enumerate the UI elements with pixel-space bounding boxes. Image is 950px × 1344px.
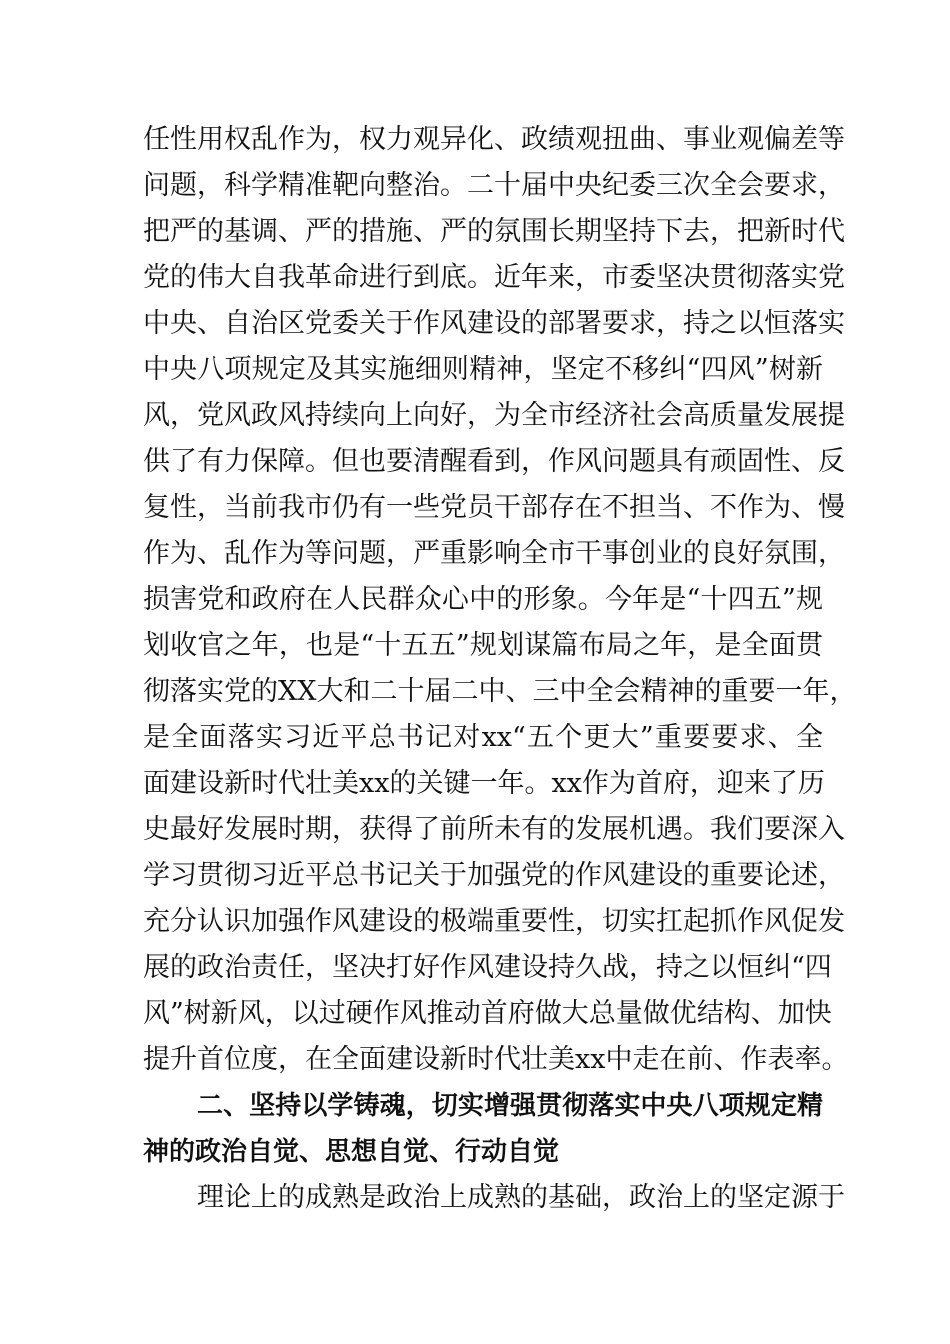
paragraph-line: 中央、自治区党委关于作风建设的部署要求，持之以恒落实 [143,308,845,339]
paragraph-line: 中央八项规定及其实施细则精神，坚定不移纠“四风”树新 [143,354,823,385]
section-heading-line: 二、坚持以学铸魂，切实增强贯彻落实中央八项规定精 [197,1091,823,1121]
paragraph-line: 史最好发展时期，获得了前所未有的发展机遇。我们要深入 [143,814,845,845]
paragraph-line: 面建设新时代壮美xx的关键一年。xx作为首府，迎来了历 [143,768,825,799]
paragraph-line: 供了有力保障。但也要清醒看到，作风问题具有顽固性、反 [143,446,845,477]
paragraph-line: 充分认识加强作风建设的极端重要性，切实扛起抓作风促发 [143,906,845,937]
paragraph-line: 党的伟大自我革命进行到底。近年来，市委坚决贯彻落实党 [143,262,845,293]
paragraph-line: 展的政治责任，坚决打好作风建设持久战，持之以恒纠“四 [143,952,832,983]
paragraph-line: 问题，科学精准靶向整治。二十届中央纪委三次全会要求， [143,170,845,201]
paragraph-line: 是全面落实习近平总书记对xx“五个更大”重要要求、全 [143,722,823,753]
paragraph-line: 损害党和政府在人民群众心中的形象。今年是“十四五”规 [143,584,823,615]
paragraph-line: 复性，当前我市仍有一些党员干部存在不担当、不作为、慢 [143,492,845,523]
paragraph-line: 作为、乱作为等问题，严重影响全市干事创业的良好氛围， [143,538,845,569]
paragraph-line: 提升首位度，在全面建设新时代壮美xx中走在前、作表率。 [143,1044,849,1075]
paragraph-line: 彻落实党的XX大和二十届二中、三中全会精神的重要一年， [143,676,857,707]
paragraph-line: 风，党风政风持续向上向好，为全市经济社会高质量发展提 [143,400,845,431]
paragraph-line: 学习贯彻习近平总书记关于加强党的作风建设的重要论述， [143,860,845,891]
paragraph-line: 划收官之年，也是“十五五”规划谋篇布局之年，是全面贯 [143,630,823,661]
paragraph-line: 理论上的成熟是政治上成熟的基础，政治上的坚定源于 [197,1182,845,1213]
paragraph-line: 把严的基调、严的措施、严的氛围长期坚持下去，把新时代 [143,216,845,247]
section-heading-line: 神的政治自觉、思想自觉、行动自觉 [143,1137,560,1167]
paragraph-line: 任性用权乱作为，权力观异化、政绩观扭曲、事业观偏差等 [143,124,845,155]
paragraph-line: 风”树新风，以过硬作风推动首府做大总量做优结构、加快 [143,998,832,1029]
